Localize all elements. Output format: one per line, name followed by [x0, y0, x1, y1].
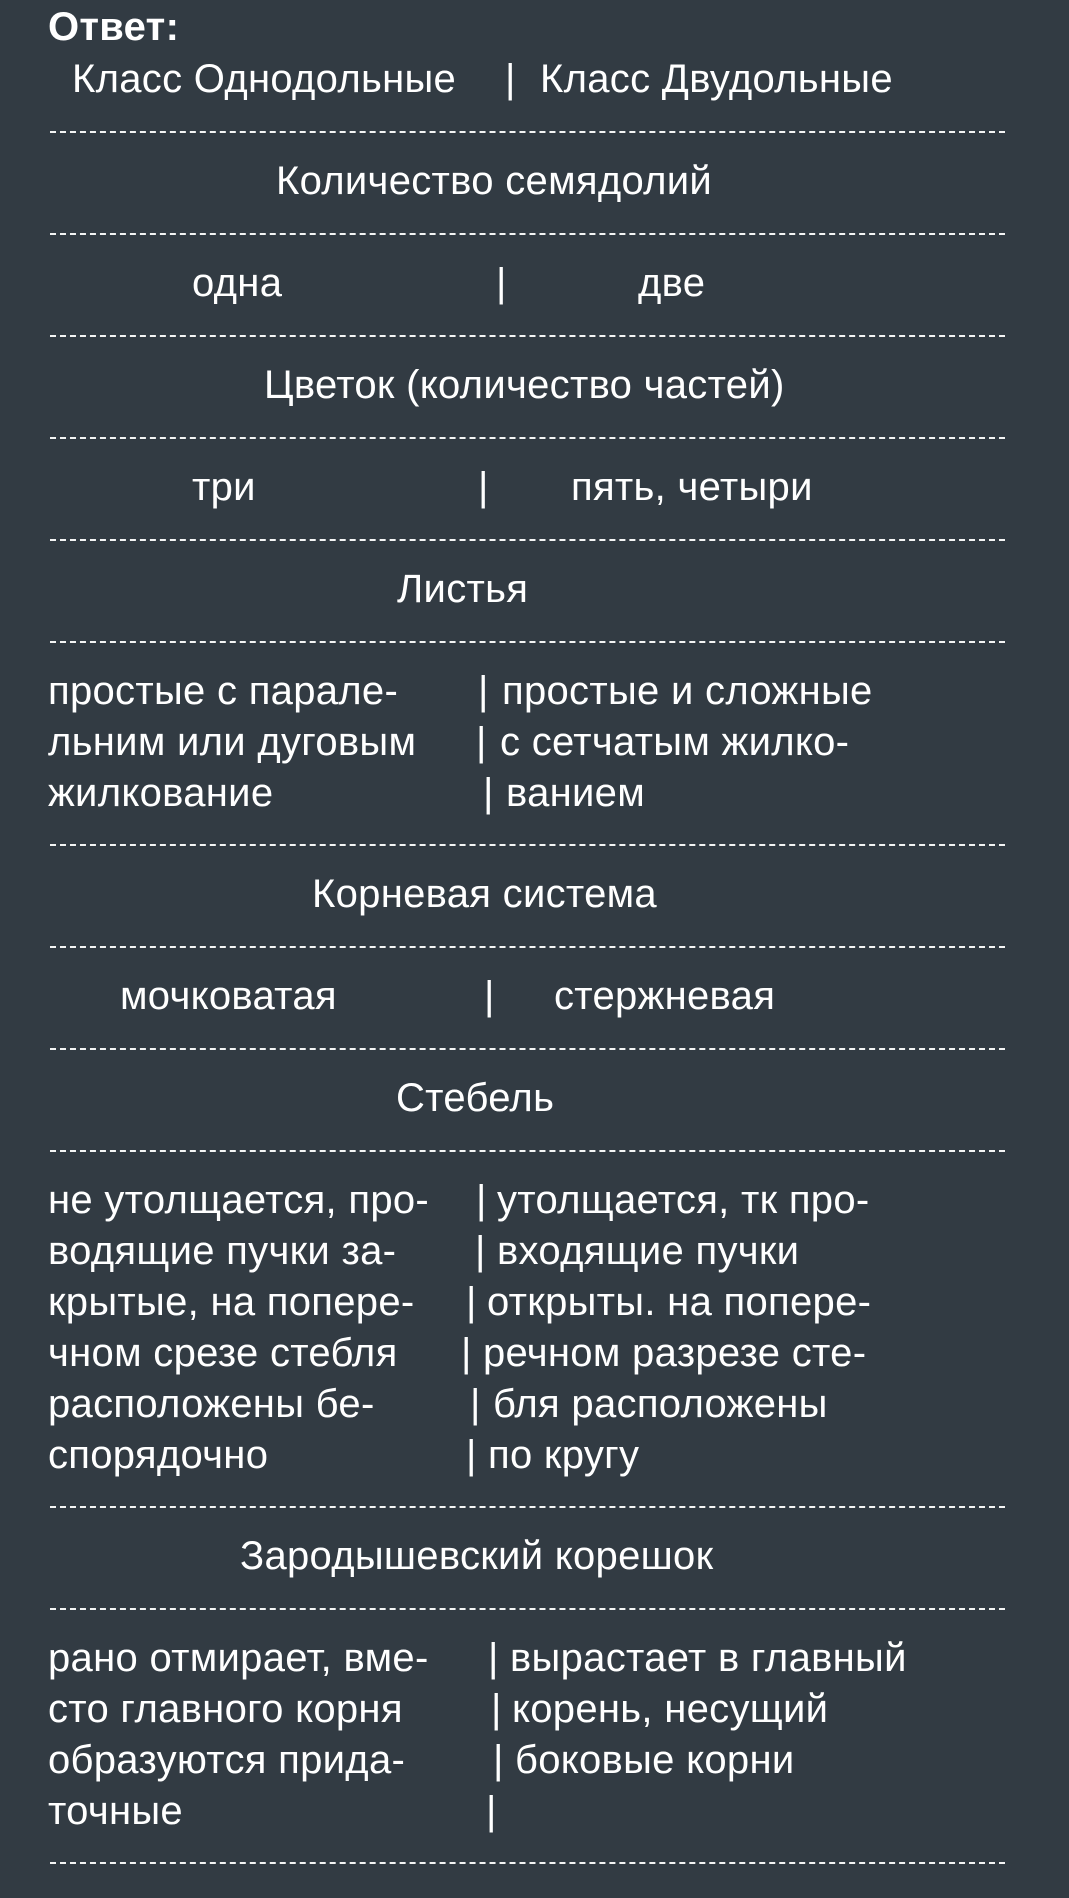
separator-line — [50, 233, 1005, 237]
separator-line — [50, 437, 1005, 441]
separator-line — [50, 946, 1005, 950]
right-cell-line: с сетчатым жилко- — [500, 720, 850, 764]
right-cell-line: утолщается, тк про- — [497, 1178, 870, 1222]
left-cell-line: льним или дуговым — [48, 720, 417, 764]
left-cell-line: мочковатая — [120, 974, 337, 1018]
right-cell-line: ванием — [506, 771, 646, 815]
section-title: Корневая система — [312, 872, 657, 916]
left-cell-line: рано отмирает, вме- — [48, 1636, 429, 1680]
column-divider: | — [488, 1636, 499, 1680]
column-divider: | — [483, 771, 494, 815]
left-cell-line: чном срезе стебля — [48, 1331, 398, 1375]
column-divider: | — [491, 1687, 502, 1731]
section-title: Цветок (количество частей) — [264, 363, 785, 407]
column-divider: | — [496, 261, 507, 305]
left-cell-line: не утолщается, про- — [48, 1178, 430, 1222]
right-cell-line: по кругу — [488, 1433, 640, 1477]
section-title: Количество семядолий — [276, 159, 713, 203]
separator-line — [50, 844, 1005, 848]
column-divider: | — [478, 669, 489, 713]
left-cell-line: спорядочно — [48, 1433, 269, 1477]
column-divider: | — [470, 1382, 481, 1426]
answer-label: Ответ: — [48, 5, 180, 49]
column-divider: | — [476, 1178, 487, 1222]
left-cell-line: простые с парале- — [48, 669, 399, 713]
separator-line — [50, 1506, 1005, 1510]
separator-line — [50, 1862, 1005, 1866]
column-divider: | — [466, 1433, 477, 1477]
column-divider: | — [493, 1738, 504, 1782]
separator-line — [50, 1150, 1005, 1154]
left-cell-line: образуются прида- — [48, 1738, 406, 1782]
right-cell-line: входящие пучки — [497, 1229, 800, 1273]
left-cell-line: одна — [192, 261, 283, 305]
column-divider: | — [461, 1331, 472, 1375]
column-divider: | — [478, 465, 489, 509]
separator-line — [50, 641, 1005, 645]
right-cell-line: бля расположены — [493, 1382, 828, 1426]
column-divider: | — [486, 1789, 497, 1833]
right-cell-line: открыты. на попере- — [487, 1280, 872, 1324]
column-header-monocots: Класс Однодольные — [72, 57, 457, 101]
section-title: Листья — [397, 567, 529, 611]
section-title: Зародышевский корешок — [240, 1534, 714, 1578]
left-cell-line: точные — [48, 1789, 183, 1833]
column-divider: | — [476, 720, 487, 764]
right-cell-line: корень, несущий — [512, 1687, 829, 1731]
left-cell-line: крытые, на попере- — [48, 1280, 415, 1324]
separator-line — [50, 131, 1005, 135]
left-cell-line: три — [192, 465, 256, 509]
separator-line — [50, 1048, 1005, 1052]
right-cell-line: простые и сложные — [502, 669, 873, 713]
separator-line — [50, 335, 1005, 339]
section-title: Стебель — [396, 1076, 555, 1120]
left-cell-line: сто главного корня — [48, 1687, 403, 1731]
column-divider: | — [466, 1280, 477, 1324]
column-divider: | — [484, 974, 495, 1018]
column-divider: | — [475, 1229, 486, 1273]
right-cell-line: боковые корни — [515, 1738, 795, 1782]
column-header-dicots: Класс Двудольные — [540, 57, 893, 101]
right-cell-line: речном разрезе сте- — [483, 1331, 867, 1375]
right-cell-line: пять, четыри — [571, 465, 813, 509]
separator-line — [50, 1608, 1005, 1612]
right-cell-line: две — [638, 261, 706, 305]
left-cell-line: жилкование — [48, 771, 274, 815]
separator-line — [50, 539, 1005, 543]
right-cell-line: стержневая — [554, 974, 776, 1018]
left-cell-line: водящие пучки за- — [48, 1229, 397, 1273]
left-cell-line: расположены бе- — [48, 1382, 375, 1426]
column-divider: | — [505, 57, 516, 101]
right-cell-line: вырастает в главный — [510, 1636, 907, 1680]
